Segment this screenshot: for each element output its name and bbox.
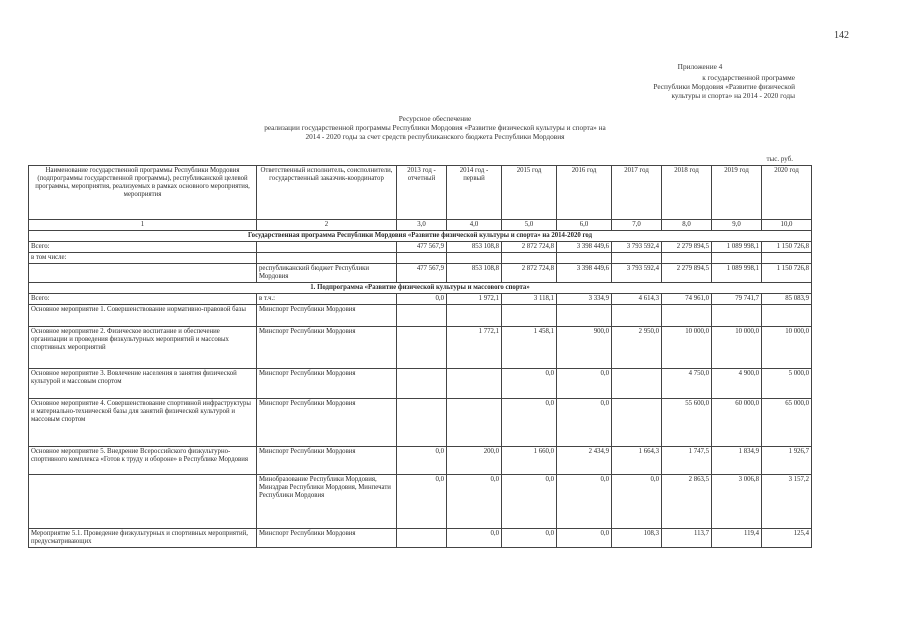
subprogram-title-row	[29, 283, 812, 294]
heading-line: 2014 - 2020 годы за счет средств республиканского бюджета Республики Мордовия	[305, 132, 565, 142]
table-row	[29, 399, 812, 447]
value-cell: 3 398 449,6	[557, 242, 612, 253]
header-cell: 2013 год - отчетный	[397, 166, 447, 220]
value-cell	[502, 305, 557, 327]
program-title-row-cell: Государственная программа Республики Мордовия «Развитие физической культуры и спорта» на 2014-2020 год	[29, 231, 812, 242]
value-cell: 0,0	[447, 529, 502, 548]
executor-cell: Минспорт Республики Мордовия	[257, 369, 397, 399]
executor-cell: в т.ч.:	[257, 294, 397, 305]
value-cell	[612, 369, 662, 399]
value-cell: 0,0	[397, 447, 447, 475]
value-cell: 2 279 894,5	[662, 264, 712, 283]
row-name-cell	[29, 264, 257, 283]
row-name-cell: Всего:	[29, 294, 257, 305]
value-cell: 3 793 592,4	[612, 242, 662, 253]
value-cell	[397, 369, 447, 399]
column-number-cell: 9,0	[712, 220, 762, 231]
column-number-cell: 2	[257, 220, 397, 231]
value-cell	[397, 253, 447, 264]
executor-cell: Минспорт Республики Мордовия	[257, 447, 397, 475]
value-cell: 85 083,9	[762, 294, 812, 305]
executor-cell: Минспорт Республики Мордовия	[257, 399, 397, 447]
column-number-cell: 10,0	[762, 220, 812, 231]
value-cell: 1 747,5	[662, 447, 712, 475]
header-row	[29, 166, 812, 220]
row-name-cell: Всего:	[29, 242, 257, 253]
value-cell: 0,0	[557, 529, 612, 548]
row-name-cell: Основное мероприятие 4. Совершенствование спортивной инфраструктуры и материально-технической базы для занятий физической культурой и массовым спортом	[29, 399, 257, 447]
executor-cell: Минспорт Республики Мордовия	[257, 327, 397, 369]
executor-cell: Минспорт Республики Мордовия	[257, 529, 397, 548]
value-cell	[662, 253, 712, 264]
table-row	[29, 305, 812, 327]
value-cell	[447, 399, 502, 447]
value-cell	[397, 305, 447, 327]
value-cell	[612, 399, 662, 447]
value-cell: 0,0	[612, 475, 662, 529]
value-cell	[447, 253, 502, 264]
value-cell: 113,7	[662, 529, 712, 548]
value-cell: 0,0	[557, 475, 612, 529]
value-cell	[762, 253, 812, 264]
value-cell	[662, 305, 712, 327]
header-cell: 2016 год	[557, 166, 612, 220]
header-cell: Наименование государственной программы Республики Мордовия (подпрограммы государственной программы), республиканской целевой программы, мероприятия, реализуемых в рамках основного мероприятия, мероприятия	[29, 166, 257, 220]
row-name-cell	[29, 475, 257, 529]
executor-cell: Минобразование Республики Мордовия, Минздрав Республики Мордовия, Минпечати Республики Мордовия	[257, 475, 397, 529]
row-name-cell: Основное мероприятие 5. Внедрение Всероссийского физкультурно-спортивного комплекса «Готов к труду и обороне» в Республике Мордовия	[29, 447, 257, 475]
value-cell	[397, 529, 447, 548]
value-cell: 55 600,0	[662, 399, 712, 447]
value-cell: 0,0	[502, 369, 557, 399]
column-number-cell: 6,0	[557, 220, 612, 231]
value-cell: 4 750,0	[662, 369, 712, 399]
value-cell	[447, 305, 502, 327]
column-number-cell: 5,0	[502, 220, 557, 231]
value-cell: 3 334,9	[557, 294, 612, 305]
heading-line: реализации государственной программы Республики Мордовия «Развитие физической культуры и спорта» на	[264, 123, 606, 133]
column-number-cell: 1	[29, 220, 257, 231]
heading-title: Ресурсное обеспечение	[398, 114, 472, 123]
value-cell: 853 108,8	[447, 242, 502, 253]
value-cell: 0,0	[502, 529, 557, 548]
value-cell: 4 614,3	[612, 294, 662, 305]
value-cell: 3 398 449,6	[557, 264, 612, 283]
value-cell: 2 872 724,8	[502, 242, 557, 253]
value-cell	[557, 253, 612, 264]
column-number-cell: 3,0	[397, 220, 447, 231]
value-cell: 3 006,8	[712, 475, 762, 529]
value-cell: 477 567,9	[397, 242, 447, 253]
document-heading	[200, 114, 670, 142]
value-cell: 0,0	[447, 475, 502, 529]
program-title-row	[29, 231, 812, 242]
value-cell: 1 089 998,1	[712, 264, 762, 283]
column-number-cell: 4,0	[447, 220, 502, 231]
value-cell	[712, 305, 762, 327]
value-cell: 900,0	[557, 327, 612, 369]
appendix-title: Приложение 4	[677, 62, 723, 71]
value-cell	[397, 327, 447, 369]
row-name-cell: Мероприятие 5.1. Проведение физкультурных и спортивных мероприятий, предусматривающих	[29, 529, 257, 548]
value-cell: 853 108,8	[447, 264, 502, 283]
header-cell: 2015 год	[502, 166, 557, 220]
value-cell: 2 872 724,8	[502, 264, 557, 283]
value-cell: 1 660,0	[502, 447, 557, 475]
value-cell: 3 118,1	[502, 294, 557, 305]
table-row	[29, 327, 812, 369]
table-row	[29, 369, 812, 399]
value-cell: 1 150 726,8	[762, 242, 812, 253]
column-number-cell: 8,0	[662, 220, 712, 231]
table-row	[29, 264, 812, 283]
header-cell: 2020 год	[762, 166, 812, 220]
value-cell: 60 000,0	[712, 399, 762, 447]
value-cell: 2 950,0	[612, 327, 662, 369]
value-cell: 1 150 726,8	[762, 264, 812, 283]
table-row	[29, 529, 812, 548]
value-cell: 10 000,0	[712, 327, 762, 369]
value-cell: 2 434,9	[557, 447, 612, 475]
table-row	[29, 253, 812, 264]
header-cell: 2017 год	[612, 166, 662, 220]
value-cell	[612, 305, 662, 327]
appendix-line: к государственной программе	[702, 73, 795, 82]
value-cell: 1 664,3	[612, 447, 662, 475]
row-name-cell: Основное мероприятие 1. Совершенствование нормативно-правовой базы	[29, 305, 257, 327]
value-cell: 2 279 894,5	[662, 242, 712, 253]
value-cell: 1 458,1	[502, 327, 557, 369]
value-cell	[557, 305, 612, 327]
table-row	[29, 475, 812, 529]
value-cell: 119,4	[712, 529, 762, 548]
page-number: 142	[834, 30, 849, 41]
page-bottom-margin	[0, 612, 905, 640]
value-cell: 10 000,0	[762, 327, 812, 369]
value-cell: 65 000,0	[762, 399, 812, 447]
executor-cell	[257, 242, 397, 253]
appendix-line: Республики Мордовия «Развитие физической	[653, 82, 795, 91]
value-cell: 1 926,7	[762, 447, 812, 475]
value-cell: 0,0	[397, 475, 447, 529]
row-name-cell: Основное мероприятие 2. Физическое воспитание и обеспечение организации и проведения физкультурных мероприятий и массовых спортивных мероприятий	[29, 327, 257, 369]
column-number-cell: 7,0	[612, 220, 662, 231]
value-cell: 1 089 998,1	[712, 242, 762, 253]
value-cell	[612, 253, 662, 264]
value-cell	[502, 253, 557, 264]
appendix-line: культуры и спорта» на 2014 - 2020 годы	[671, 91, 795, 100]
value-cell: 5 000,0	[762, 369, 812, 399]
value-cell: 10 000,0	[662, 327, 712, 369]
value-cell: 0,0	[397, 294, 447, 305]
value-cell: 0,0	[502, 475, 557, 529]
value-cell	[447, 369, 502, 399]
column-number-row	[29, 220, 812, 231]
value-cell: 0,0	[557, 399, 612, 447]
unit-label: тыс. руб.	[766, 155, 793, 163]
value-cell: 1 834,9	[712, 447, 762, 475]
value-cell: 477 567,9	[397, 264, 447, 283]
value-cell	[397, 399, 447, 447]
appendix-note	[605, 62, 795, 100]
header-cell: 2018 год	[662, 166, 712, 220]
value-cell: 3 793 592,4	[612, 264, 662, 283]
header-cell: 2014 год - первый	[447, 166, 502, 220]
value-cell: 2 863,5	[662, 475, 712, 529]
table-row	[29, 242, 812, 253]
value-cell: 0,0	[502, 399, 557, 447]
row-name-cell: в том числе:	[29, 253, 257, 264]
table-row	[29, 447, 812, 475]
header-cell: 2019 год	[712, 166, 762, 220]
value-cell: 108,3	[612, 529, 662, 548]
value-cell	[712, 253, 762, 264]
value-cell: 74 961,0	[662, 294, 712, 305]
resource-table	[28, 165, 812, 548]
value-cell: 4 900,0	[712, 369, 762, 399]
header-cell: Ответственный исполнитель, соисполнители, государственный заказчик-координатор	[257, 166, 397, 220]
executor-cell	[257, 253, 397, 264]
value-cell: 125,4	[762, 529, 812, 548]
table-row	[29, 294, 812, 305]
value-cell: 79 741,7	[712, 294, 762, 305]
executor-cell: Минспорт Республики Мордовия	[257, 305, 397, 327]
value-cell: 200,0	[447, 447, 502, 475]
value-cell: 0,0	[557, 369, 612, 399]
value-cell: 1 772,1	[447, 327, 502, 369]
value-cell: 1 972,1	[447, 294, 502, 305]
value-cell: 3 157,2	[762, 475, 812, 529]
value-cell	[762, 305, 812, 327]
executor-cell: республиканский бюджет Республики Мордовия	[257, 264, 397, 283]
subprogram-title-row-cell: 1. Подпрограмма «Развитие физической культуры и массового спорта»	[29, 283, 812, 294]
row-name-cell: Основное мероприятие 3. Вовлечение населения в занятия физической культурой и массовым спортом	[29, 369, 257, 399]
